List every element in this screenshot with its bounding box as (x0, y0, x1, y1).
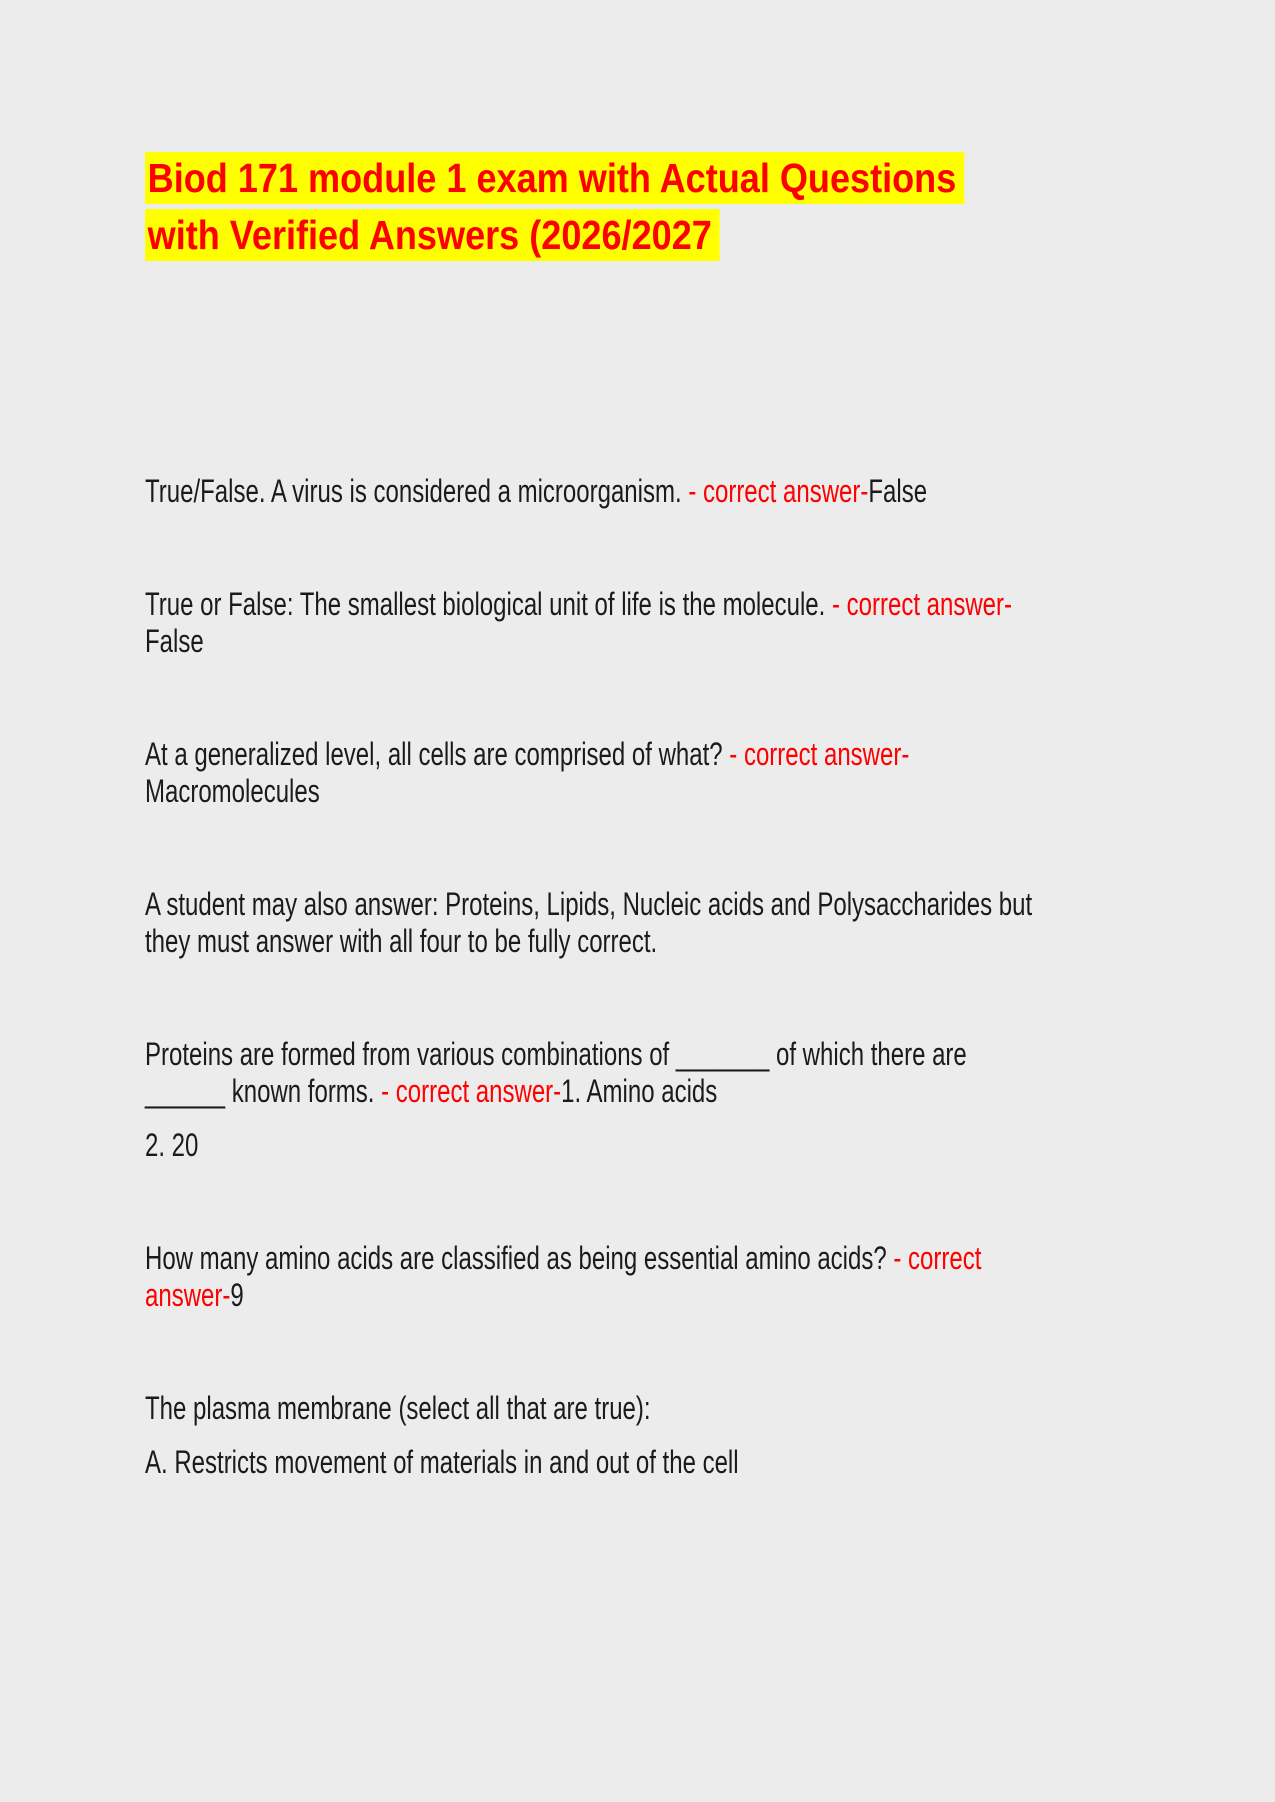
text-line (145, 1277, 1150, 1314)
question-text: The plasma membrane (select all that are true): (145, 1390, 651, 1426)
title-line (145, 152, 1201, 204)
correct-answer-marker: - correct answer- (688, 473, 869, 509)
question-text: 1. Amino acids (561, 1073, 718, 1109)
question-text: ______ known forms. (145, 1073, 382, 1109)
question-text: they must answer with all four to be fully correct. (145, 923, 658, 959)
qa-paragraph (145, 473, 1150, 510)
question-text: 2. 20 (145, 1127, 199, 1163)
question-text: 9 (230, 1277, 244, 1313)
qa-continuation-paragraph (145, 1127, 1150, 1164)
text-line (145, 1444, 1150, 1481)
title-highlight-text: Biod 171 module 1 exam with Actual Questions (145, 152, 964, 204)
qa-list (145, 473, 1275, 1481)
question-text: A student may also answer: Proteins, Lipids, Nucleic acids and Polysaccharides but (145, 886, 1033, 922)
question-text: True/False. A virus is considered a microorganism. (145, 473, 689, 509)
text-line (145, 1240, 1150, 1277)
qa-paragraph (145, 1036, 1150, 1110)
title-highlight-text: with Verified Answers (2026/2027 (145, 209, 720, 261)
question-text: How many amino acids are classified as being essential amino acids? (145, 1240, 894, 1276)
title-line (145, 209, 1201, 261)
text-line (145, 1390, 1150, 1427)
correct-answer-marker: - correct answer- (831, 586, 1013, 622)
text-line (145, 1127, 1150, 1164)
text-line (145, 473, 1150, 510)
text-line (145, 886, 1150, 923)
qa-paragraph (145, 736, 1150, 810)
text-line (145, 773, 1150, 810)
question-text: Proteins are formed from various combinations of _______ of which there are (145, 1036, 967, 1072)
question-text: Macromolecules (145, 773, 320, 809)
qa-paragraph (145, 586, 1150, 660)
question-text: False (868, 473, 928, 509)
question-text: A. Restricts movement of materials in and out of the cell (145, 1444, 739, 1480)
text-line (145, 923, 1150, 960)
question-text: At a generalized level, all cells are comprised of what? (145, 736, 730, 772)
text-line (145, 1036, 1150, 1073)
qa-paragraph (145, 1240, 1150, 1314)
question-text: False (145, 623, 204, 659)
correct-answer-marker: - correct answer- (381, 1073, 562, 1109)
qa-continuation-paragraph (145, 1444, 1150, 1481)
qa-paragraph (145, 886, 1150, 960)
text-line (145, 736, 1150, 773)
document-page (0, 152, 1275, 1802)
document-title (145, 152, 1201, 261)
correct-answer-marker: - correct answer- (729, 736, 910, 772)
text-line (145, 586, 1150, 623)
text-line (145, 1073, 1150, 1110)
correct-answer-marker: answer- (145, 1277, 231, 1313)
question-text: True or False: The smallest biological unit of life is the molecule. (145, 586, 832, 622)
correct-answer-marker: - correct (893, 1240, 982, 1276)
qa-paragraph (145, 1390, 1150, 1427)
text-line (145, 623, 1150, 660)
